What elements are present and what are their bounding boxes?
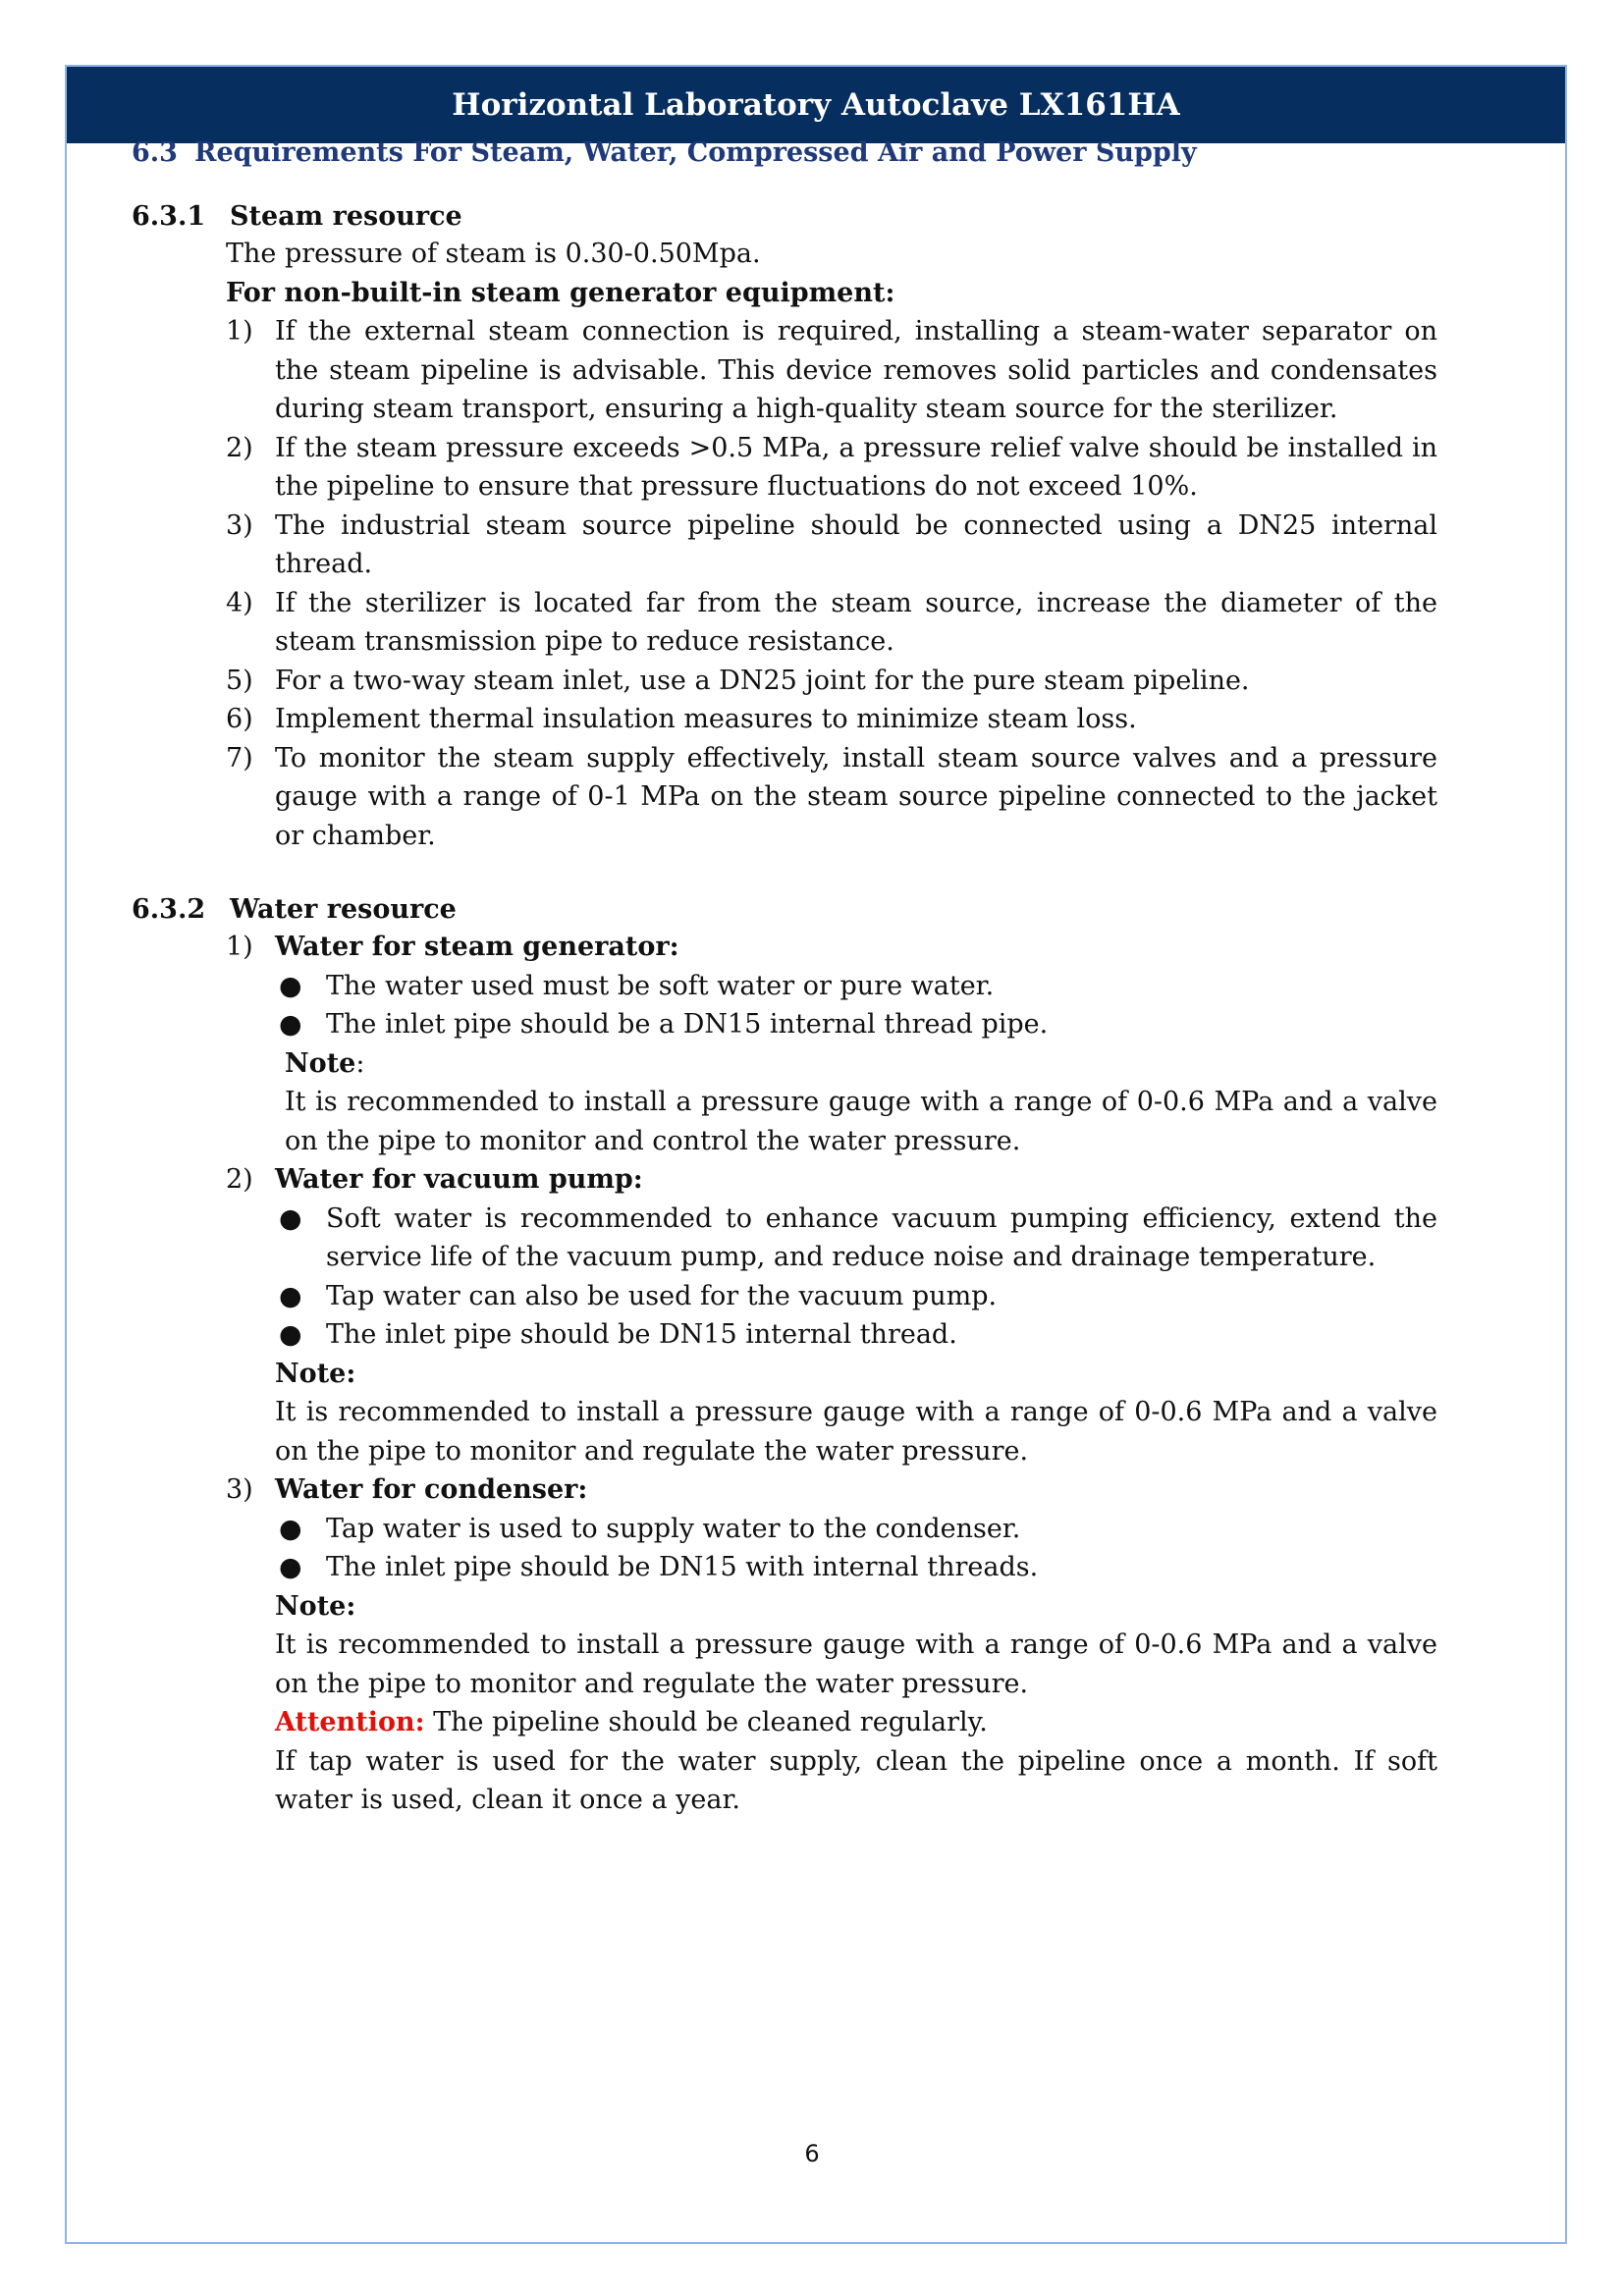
steam-subheading: For non-built-in steam generator equipment: [226,277,895,308]
note-label: Note: [275,1590,356,1622]
water-requirements-list [226,928,1437,1820]
water-title: Water resource [230,894,457,925]
attention-line [275,1703,1437,1742]
attention-label: Attention: [275,1707,425,1737]
steam-pressure-text: The pressure of steam is 0.30-0.50Mpa. [226,239,761,269]
bullet-list [275,1510,1437,1587]
group-title: Water for vacuum pump: [275,1164,643,1195]
attention-text: The pipeline should be cleaned regularly. [424,1707,988,1737]
bullet-list [275,967,1437,1044]
list-item: 7) To monitor the steam supply effectively, install steam source valves and a pressure gauge with a range of 0-1 MPa on the steam source pipeline connected to the jacket or chamber. [226,742,1437,851]
section-number: 6.3 [132,137,178,168]
document-title: Horizontal Laboratory Autoclave LX161HA [452,87,1180,123]
list-item: ● The inlet pipe should be DN15 internal thread. [279,1319,957,1350]
list-item: ● Soft water is recommended to enhance vacuum pumping efficiency, extend the service life of the vacuum pump, and reduce noise and drainage temperature. [279,1202,1437,1272]
list-item: 3) The industrial steam source pipeline should be connected using a DN25 internal thread. [226,509,1437,579]
list-item: 1) If the external steam connection is required, installing a steam-water separator on the steam pipeline is advisable. This device removes solid particles and condensates during steam transport, ensuring a high-quality steam source for the sterilizer. [226,316,1437,424]
list-item: 6) Implement thermal insulation measures to minimize steam loss. [226,704,1137,734]
list-item: ● The inlet pipe should be DN15 with internal threads. [279,1552,1039,1582]
list-item: 5) For a two-way steam inlet, use a DN25 joint for the pure steam pipeline. [226,665,1250,696]
note-block [275,1587,1437,1820]
steam-title: Steam resource [230,201,462,232]
note-block [275,1044,1437,1161]
steam-number: 6.3.1 [132,201,206,232]
water-group-condenser: 3) Water for condenser: ● Tap water is used to supply water to the condenser. ● The inlet pipe should be DN15 with internal threads. Note: It is recommended to install a pressure gauge with a range of 0-0.6 MPa and a valve on the pipe to monitor and regulate the water pressure. Attention: The pipeline should be cleaned regularly. If tap water is used for the water supply, clean the pipeline once a month. If soft water is used, clean it once a year. [226,1470,1437,1820]
water-heading [132,894,1437,925]
group-title: Water for steam generator: [275,932,679,962]
water-group-vacuum-pump: 2) Water for vacuum pump: ● Soft water is recommended to enhance vacuum pumping efficiency, extend the service life of the vacuum pump, and reduce noise and drainage temperature. ● Tap water can also be used for the vacuum pump. ● The inlet pipe should be DN15 internal thread. Note: It is recommended to install a pressure gauge with a range of 0-0.6 MPa and a valve on the pipe to monitor and regulate the water pressure. [226,1160,1437,1470]
list-item: ● The water used must be soft water or pure water. [279,970,995,1001]
note-label: Note: [275,1358,356,1389]
list-item: 4) If the sterilizer is located far from the steam source, increase the diameter of the steam transmission pipe to reduce resistance. [226,587,1437,657]
note-block [275,1355,1437,1471]
list-item: ● The inlet pipe should be a DN15 internal thread pipe. [279,1009,1049,1040]
water-number: 6.3.2 [132,894,206,925]
water-group-steam-generator: 1) Water for steam generator: ● The water used must be soft water or pure water. ● The inlet pipe should be a DN15 internal thread pipe. Note: It is recommended to install a pressure gauge with a range of 0-0.6 MPa and a valve on the pipe to monitor and control the water pressure. [226,928,1437,1160]
note-label: Note: [285,1047,365,1079]
note-text: It is recommended to install a pressure gauge with a range of 0-0.6 MPa and a valve on the pipe to monitor and regulate the water pressure. [275,1397,1437,1467]
steam-requirements-list [226,312,1437,855]
bullet-list [275,1200,1437,1355]
page-number: 6 [804,2140,820,2167]
note-text: It is recommended to install a pressure gauge with a range of 0-0.6 MPa and a valve on the pipe to monitor and control the water pressure. [285,1087,1437,1156]
steam-heading [132,201,1437,232]
list-item: ● Tap water is used to supply water to the condenser. [279,1513,1021,1544]
group-title: Water for condenser: [275,1474,588,1505]
list-item: 2) If the steam pressure exceeds >0.5 MPa, a pressure relief valve should be installed in the pipeline to ensure that pressure fluctuations do not exceed 10%. [226,432,1437,502]
cleaning-text: If tap water is used for the water supply, clean the pipeline once a month. If soft water is used, clean it once a year. [275,1745,1437,1815]
section-heading [132,137,1437,168]
note-text: It is recommended to install a pressure gauge with a range of 0-0.6 MPa and a valve on the pipe to monitor and regulate the water pressure. [275,1629,1437,1699]
list-item: ● Tap water can also be used for the vacuum pump. [279,1280,998,1311]
page-content [132,128,1437,1820]
section-title: Requirements For Steam, Water, Compressed Air and Power Supply [194,137,1197,168]
